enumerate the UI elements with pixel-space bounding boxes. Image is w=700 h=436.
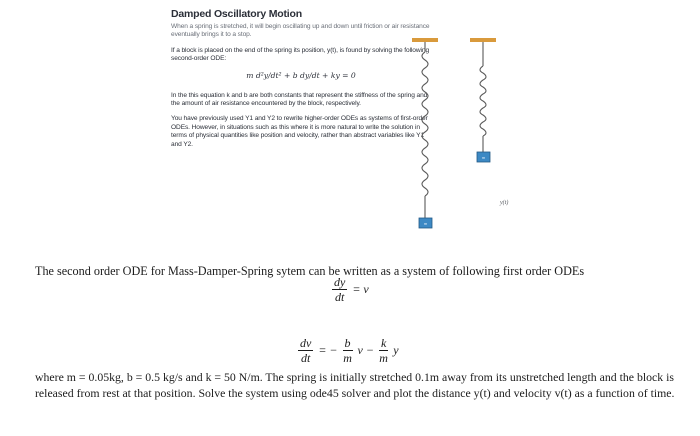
eq2-middle: v − (357, 343, 374, 357)
scan-block-paragraph: If a block is placed on the end of the spring its position, y(t), is found by solving the following second-order ODE: (171, 46, 430, 63)
eq2-k-over-m (379, 336, 388, 365)
eq2-lhs-numerator: dv (300, 336, 312, 350)
scan-intro-paragraph: When a spring is stretched, it will begin oscillating up and down until friction or air resistance eventually brings it to a stop. (171, 23, 430, 39)
eq1-rhs: = v (352, 282, 369, 296)
scan-constants-paragraph: In the this equation k and b are both constants that represent the stiffness of the spring and the amount of air resistance encountered by the block, respectively. (171, 91, 428, 108)
right-mass-label: m (481, 155, 486, 160)
scan-ode-equation: m d²y/dt² + b dy/dt + ky = 0 (246, 70, 356, 80)
left-spring-coil (422, 52, 428, 196)
eq1-denominator: dt (334, 290, 345, 304)
problem-paragraph: where m = 0.05kg, b = 0.5 kg/s and k = 50 N/m. The spring is initially stretched 0.1m away from its unstretched length and the block is released from rest at that position. Solve the system using ode45 solver and plot the distance y(t) and velocity v(t) as a function of time. (35, 370, 675, 401)
eq1-fraction (332, 275, 347, 304)
eq2-tail: y (393, 343, 399, 357)
yt-label: y(t) (500, 200, 509, 206)
eq2-b-over-m (343, 336, 353, 365)
scan-text-column (171, 8, 431, 156)
eq2-k: k (380, 336, 387, 350)
scan-rewrite-paragraph: You have previously used Y1 and Y2 to rewrite higher-order ODEs as systems of first-order ODEs. However, in situations such as this where it is more natural to write the solution in terms of physical quantities like position and velocity, rather than abstract variables like Y1 and Y2. (171, 115, 428, 148)
equation-dv-dt (296, 336, 399, 365)
eq2-lhs-denominator: dt (300, 351, 311, 365)
right-spring-coil (480, 66, 486, 136)
statement-intro: The second order ODE for Mass-Damper-Spring sytem can be written as a system of following first order ODEs (35, 264, 585, 278)
spring-mass-figure (410, 30, 520, 262)
eq1-numerator: dy (334, 275, 346, 289)
eq2-m2: m (379, 351, 388, 365)
scan-title: Damped Oscillatory Motion (171, 8, 302, 20)
left-mass-label: m (423, 221, 428, 226)
equation-dy-dt (330, 275, 369, 304)
eq2-equals: = − (318, 343, 338, 357)
eq2-b: b (344, 336, 351, 350)
right-ceiling (470, 38, 496, 42)
left-ceiling (412, 38, 438, 42)
eq2-lhs-fraction (298, 336, 313, 365)
eq2-m1: m (343, 351, 352, 365)
